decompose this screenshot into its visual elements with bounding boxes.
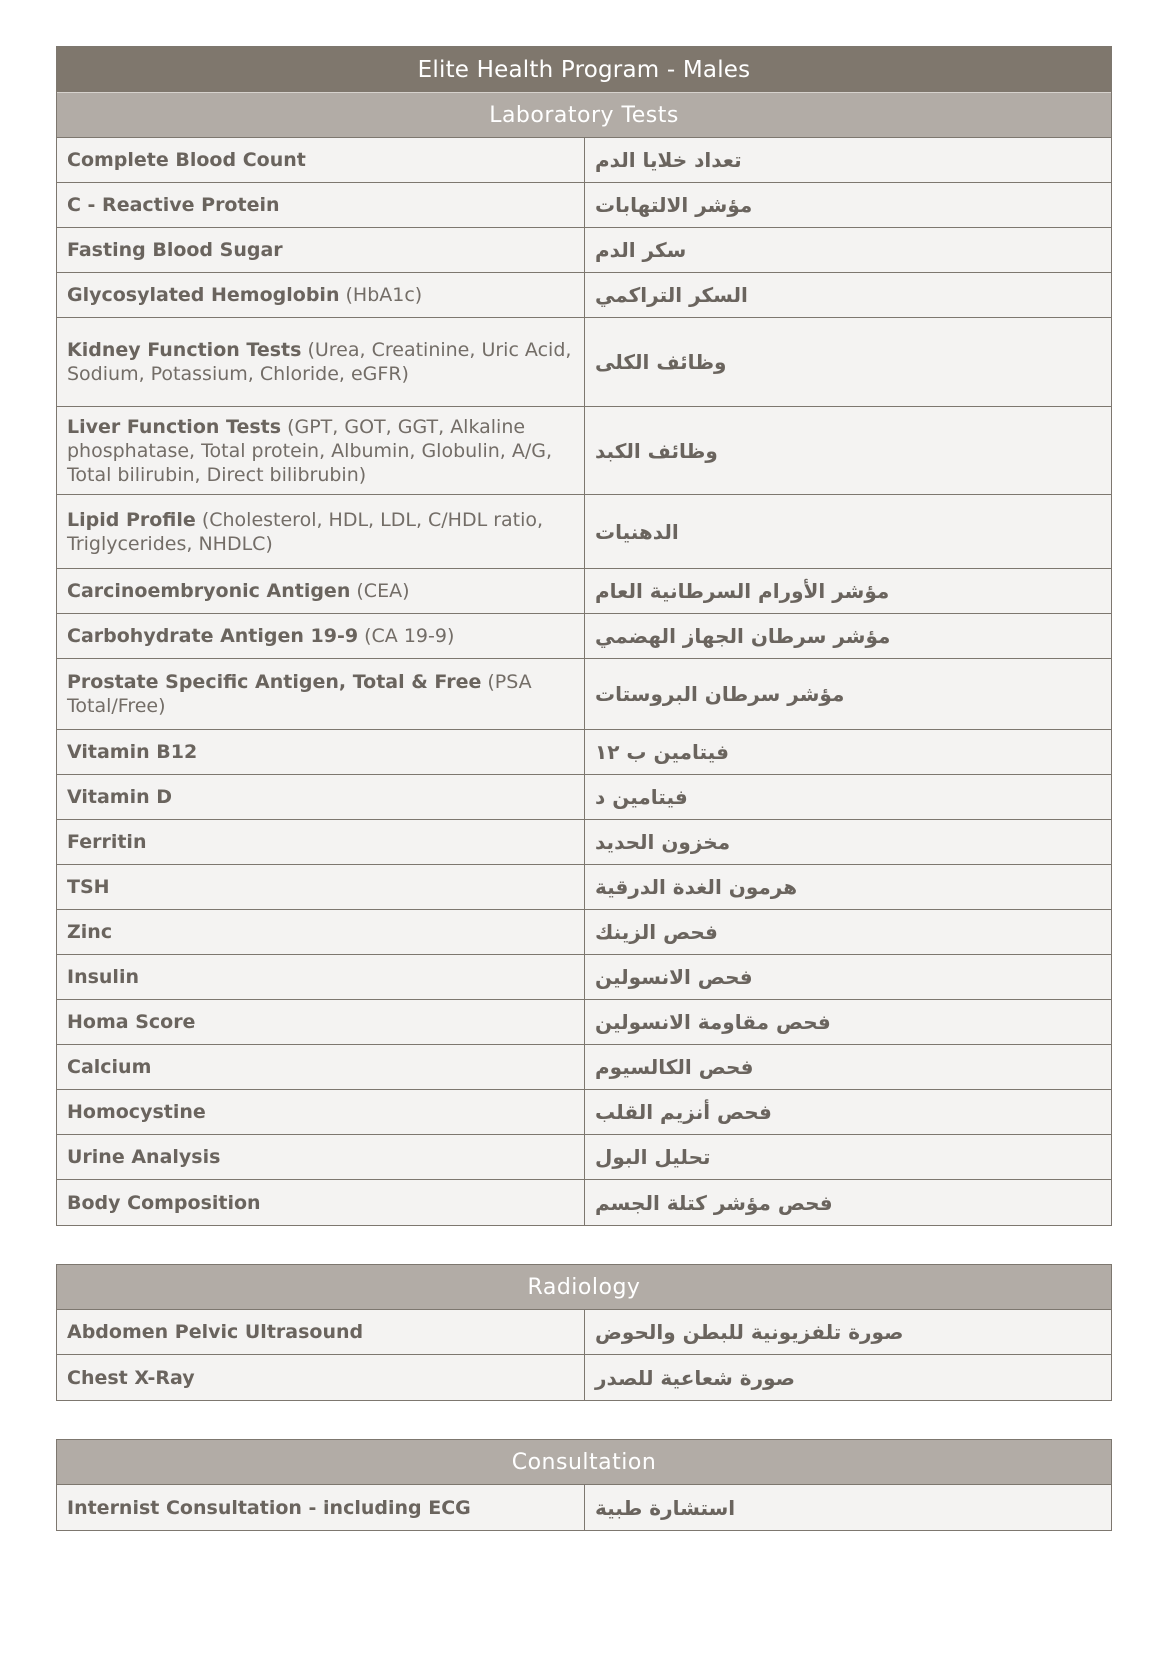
cell-arabic [585,1000,1111,1044]
cell-arabic [585,228,1111,272]
arabic-test-name: فحص مؤشر كتلة الجسم [595,1190,833,1215]
table-row [57,910,1111,955]
section-header-consultation: Consultation [57,1440,1111,1485]
cell-arabic [585,1090,1111,1134]
arabic-test-name: سكر الدم [595,238,687,262]
cell-arabic [585,569,1111,613]
arabic-test-name: مخزون الحديد [595,830,731,854]
english-text [67,830,576,854]
table-row [57,495,1111,569]
test-name: Internist Consultation - including ECG [67,1496,471,1519]
test-name: Fasting Blood Sugar [67,239,283,261]
test-name: Chest X-Ray [67,1366,195,1389]
arabic-test-name: استشارة طبية [595,1495,736,1520]
cell-english [57,614,585,658]
cell-english [57,910,585,954]
cell-arabic [585,138,1111,182]
cell-english [57,183,585,227]
english-text [67,670,576,718]
table-row [57,659,1111,730]
test-name: Abdomen Pelvic Ultrasound [67,1321,364,1343]
english-text [67,1496,576,1520]
arabic-test-name: فحص مقاومة الانسولين [595,1010,831,1034]
test-name: Ferritin [67,831,147,853]
arabic-test-name: مؤشر سرطان الجهاز الهضمي [595,624,891,648]
cell-english [57,1135,585,1179]
arabic-test-name: فيتامين د [595,785,688,809]
section-header-laboratory: Laboratory Tests [57,93,1111,138]
table-row [57,730,1111,775]
table-row [57,183,1111,228]
arabic-test-name: تعداد خلايا الدم [595,148,742,172]
test-name: Vitamin D [67,786,173,808]
cell-arabic [585,1485,1111,1530]
cell-arabic [585,495,1111,568]
cell-arabic [585,407,1111,494]
test-name: Lipid Profile [67,508,196,531]
cell-arabic [585,659,1111,729]
table-row [57,228,1111,273]
cell-arabic [585,273,1111,317]
cell-english [57,495,585,568]
english-text [67,785,576,809]
test-detail: (GPT, GOT, GGT, Alkaline phosphatase, Total protein, Albumin, Globulin, A/G, Total bilirubin, Direct bilibrubin) [67,415,553,486]
table-row [57,407,1111,495]
english-text [67,875,576,899]
table-row [57,614,1111,659]
table-row [57,775,1111,820]
table-row [57,1180,1111,1225]
cell-arabic [585,318,1111,406]
cell-arabic [585,775,1111,819]
cell-english [57,775,585,819]
cell-english [57,1355,585,1400]
cell-english [57,1045,585,1089]
cell-english [57,659,585,729]
english-text [67,1145,576,1169]
test-name: Glycosylated Hemoglobin [67,284,340,306]
cell-english [57,1090,585,1134]
table-row [57,1310,1111,1355]
radiology-table [56,1264,1112,1401]
cell-english [57,1000,585,1044]
english-text [67,1100,576,1124]
test-name: TSH [67,876,110,898]
cell-arabic [585,910,1111,954]
arabic-test-name: مؤشر الأورام السرطانية العام [595,579,890,603]
table-row [57,865,1111,910]
section-header-radiology: Radiology [57,1265,1111,1310]
arabic-test-name: فحص الانسولين [595,965,753,989]
table-row [57,1090,1111,1135]
english-text [67,965,576,989]
cell-arabic [585,1355,1111,1400]
test-detail: (Cholesterol, HDL, LDL, C/HDL ratio, Triglycerides, NHDLC) [67,508,544,555]
test-name: Carcinoembryonic Antigen [67,580,351,602]
english-text [67,415,576,487]
test-detail: (PSA Total/Free) [67,671,532,717]
arabic-test-name: فحص الكالسيوم [595,1055,754,1079]
cell-arabic [585,865,1111,909]
cell-arabic [585,1045,1111,1089]
program-title: Elite Health Program - Males [57,47,1111,93]
test-name: Complete Blood Count [67,149,306,171]
english-text [67,148,576,172]
arabic-test-name: وظائف الكبد [595,438,718,463]
test-name: Homocystine [67,1101,206,1123]
cell-arabic [585,1180,1111,1225]
table-row [57,273,1111,318]
laboratory-tests-table [56,46,1112,1226]
radiology-rows [57,1310,1111,1400]
arabic-test-name: صورة شعاعية للصدر [595,1365,795,1390]
table-row [57,318,1111,407]
test-name: Vitamin B12 [67,741,198,763]
test-name: Kidney Function Tests [67,339,302,361]
arabic-test-name: الدهنيات [595,519,679,544]
cell-arabic [585,730,1111,774]
cell-english [57,1485,585,1530]
cell-arabic [585,955,1111,999]
cell-english [57,955,585,999]
table-row [57,955,1111,1000]
test-name: Body Composition [67,1191,261,1214]
cell-english [57,730,585,774]
cell-english [57,407,585,494]
laboratory-rows [57,138,1111,1225]
cell-arabic [585,1310,1111,1354]
test-name: Calcium [67,1056,152,1078]
english-text [67,624,576,648]
table-row [57,1045,1111,1090]
english-text [67,1010,576,1034]
arabic-test-name: مؤشر سرطان البروستات [595,682,845,706]
arabic-test-name: تحليل البول [595,1145,711,1169]
english-text [67,920,576,944]
test-name: Homa Score [67,1011,196,1033]
cell-english [57,273,585,317]
english-text [67,1055,576,1079]
cell-english [57,1180,585,1225]
arabic-test-name: السكر التراكمي [595,283,748,307]
english-text [67,1191,576,1215]
table-row [57,1000,1111,1045]
arabic-test-name: فحص الزينك [595,920,718,944]
arabic-test-name: هرمون الغدة الدرقية [595,875,798,899]
cell-english [57,569,585,613]
cell-arabic [585,1135,1111,1179]
arabic-test-name: فحص أنزيم القلب [595,1100,772,1124]
test-detail: (HbA1c) [345,284,423,306]
test-name: Carbohydrate Antigen 19-9 [67,625,359,647]
cell-arabic [585,183,1111,227]
cell-english [57,228,585,272]
table-row [57,820,1111,865]
table-row [57,1135,1111,1180]
test-name: Liver Function Tests [67,415,282,438]
english-text [67,579,576,603]
cell-english [57,820,585,864]
arabic-test-name: وظائف الكلى [595,350,727,374]
table-row [57,138,1111,183]
english-text [67,283,576,307]
test-detail: (CA 19-9) [364,625,455,647]
consultation-rows [57,1485,1111,1530]
consultation-table [56,1439,1112,1531]
arabic-test-name: فيتامين ب ١٢ [595,740,729,764]
cell-english [57,138,585,182]
arabic-test-name: مؤشر الالتهابات [595,193,753,217]
table-row [57,569,1111,614]
english-text [67,740,576,764]
test-name: Insulin [67,966,139,988]
test-detail: (Urea, Creatinine, Uric Acid, Sodium, Potassium, Chloride, eGFR) [67,339,572,385]
english-text [67,193,576,217]
cell-english [57,1310,585,1354]
english-text [67,238,576,262]
arabic-test-name: صورة تلفزيونية للبطن والحوض [595,1320,904,1344]
cell-arabic [585,820,1111,864]
english-text [67,508,576,556]
table-row [57,1355,1111,1400]
english-text [67,1320,576,1344]
test-name: Zinc [67,921,113,943]
cell-english [57,318,585,406]
test-name: Urine Analysis [67,1146,221,1168]
english-text [67,1366,576,1390]
cell-arabic [585,614,1111,658]
test-name: Prostate Specific Antigen, Total & Free [67,671,482,693]
table-row [57,1485,1111,1530]
english-text [67,338,576,386]
test-detail: (CEA) [356,580,410,602]
test-name: C - Reactive Protein [67,194,280,216]
cell-english [57,865,585,909]
